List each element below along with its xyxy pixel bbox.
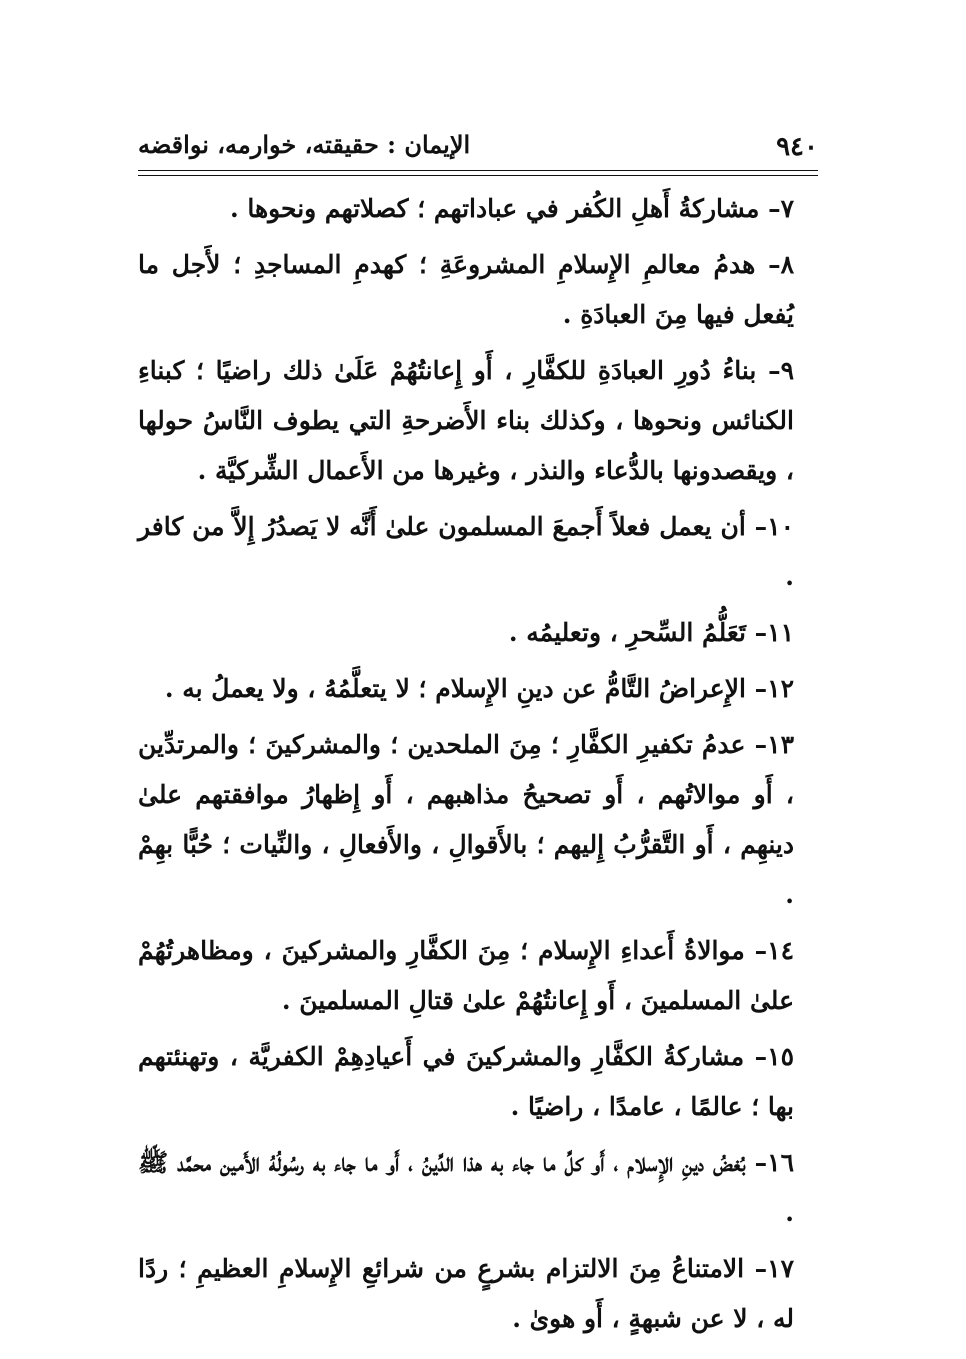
list-item (138, 1032, 818, 1132)
item-number: ٩– (768, 356, 794, 385)
list-item (138, 926, 818, 1026)
item-number: ١٦– (754, 1148, 794, 1177)
item-text: بُغضُ دينِ الإِسلام ، أَو كلِّ ما جاء به هذا الدِّينُ ، أَو ما جاء به رسُولُهُ الأَمين محمَّد ﷺ . (138, 1148, 794, 1227)
item-number: ١٧– (754, 1254, 794, 1283)
item-text: موالاةُ أَعداءِ الإِسلام ؛ مِنَ الكفَّارِ والمشركينَ ، ومظاهرتُهُمْ علىٰ المسلمينَ ، أَو إِعانتُهُمْ علىٰ قتالِ المسلمينَ . (138, 936, 794, 1015)
item-number: ١٥– (754, 1042, 794, 1071)
list-item (138, 608, 818, 658)
running-title: الإيمان : حقيقته، خوارمه، نواقضه (138, 130, 471, 159)
item-number: ١١– (754, 618, 794, 647)
header-rule (138, 175, 818, 176)
list-item (138, 1138, 818, 1238)
item-text: عدمُ تكفيرِ الكفَّارِ ؛ مِنَ الملحدين ؛ والمشركينَ ؛ والمرتدِّين ، أَو موالاتُهم ، أَو تصحيحُ مذاهبهم ، أَو إِظهارُ موافقتهم علىٰ دينهِم ، أَو التَّقرُّبُ إِليهم ؛ بالأَقوالِ ، والأَفعالِ ، والنِّيات ؛ حُبًّا بهِمْ . (138, 730, 794, 909)
list-item (138, 664, 818, 714)
body-text (138, 184, 818, 1350)
item-text: هدمُ معالمِ الإِسلامِ المشروعَةِ ؛ كهدمِ المساجدِ ؛ لأَجل ما يُفعل فيها مِنَ العبادَةِ . (138, 250, 794, 329)
list-item (138, 720, 818, 920)
running-header (138, 118, 818, 168)
item-text: مشاركةُ أَهلِ الكُفر في عباداتهم ؛ كصلاتهم ونحوها . (229, 194, 769, 223)
list-item (138, 184, 818, 234)
item-number: ٧– (768, 194, 794, 223)
list-item (138, 346, 818, 496)
item-number: ١٤– (754, 936, 794, 965)
list-item (138, 1244, 818, 1344)
item-text: أن يعمل فعلاً أَجمعَ المسلمون علىٰ أَنَّه لا يَصدُرُ إِلاَّ من كافر . (138, 512, 794, 591)
list-item (138, 240, 818, 340)
page-number: ٩٤٠ (776, 132, 818, 162)
item-number: ١٠– (754, 512, 794, 541)
item-text: الامتناعُ مِنَ الالتزام بشرعٍ من شرائعِ الإِسلامِ العظيمِ ؛ ردًا له ، لا عن شبهةٍ ، أَو هوىٰ . (138, 1254, 794, 1333)
item-text: تَعَلُّمُ السِّحرِ ، وتعليمُه . (508, 618, 755, 647)
item-text: الإِعراضُ التَّامُّ عن دينِ الإِسلام ؛ لا يتعلَّمُهُ ، ولا يعملُ به . (164, 674, 755, 703)
item-number: ١٣– (754, 730, 794, 759)
item-number: ١٢– (754, 674, 794, 703)
item-text: مشاركةُ الكفَّارِ والمشركينَ في أَعيادِهِمْ الكفريَّة ، وتهنئتهم بها ؛ عالمًا ، عامدًا ، راضيًا . (138, 1042, 794, 1121)
item-number: ٨– (768, 250, 794, 279)
item-text: بناءُ دُورِ العبادَةِ للكفَّارِ ، أَو إِعانتُهُمْ عَلَىٰ ذلك راضيًا ؛ كبناءِ الكنائس ونحوها ، وكذلك بناء الأَضرحةِ التي يطوف النَّاسُ حولها ، ويقصدونها بالدُّعاء والنذر ، وغيرها من الأَعمال الشِّركيَّة . (138, 356, 794, 485)
header-rule (138, 170, 818, 171)
list-item (138, 502, 818, 602)
